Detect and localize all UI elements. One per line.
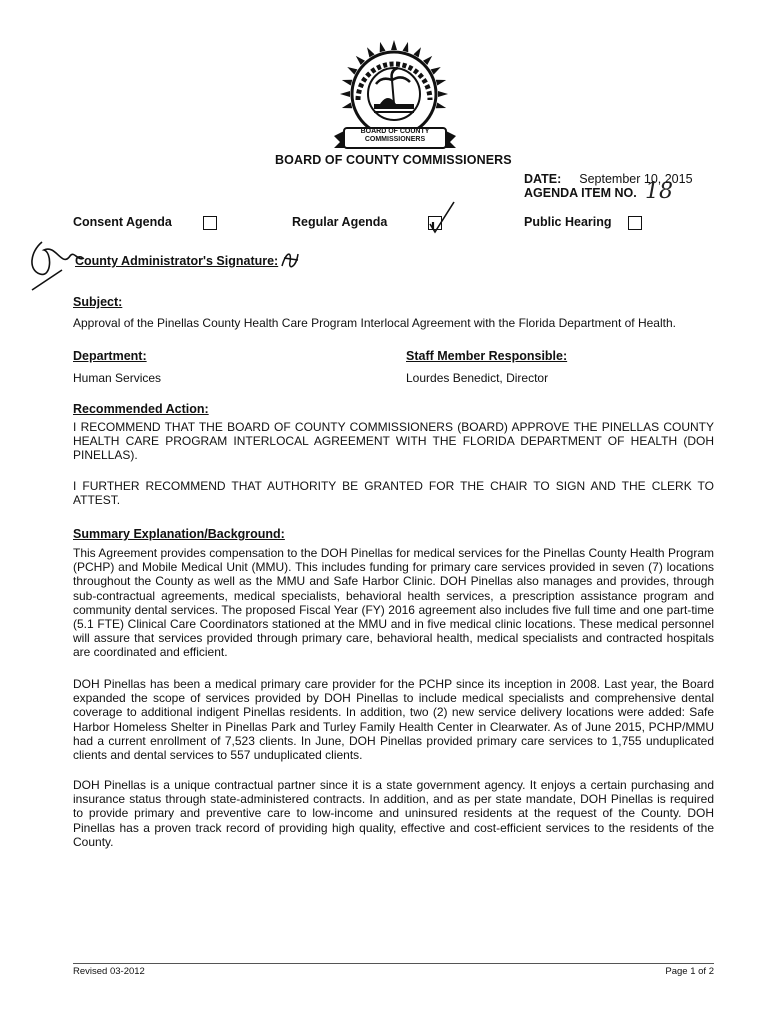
department-value: Human Services xyxy=(73,371,162,385)
regular-agenda-label: Regular Agenda xyxy=(292,215,388,229)
department-heading: Department: xyxy=(73,349,147,363)
summary-heading: Summary Explanation/Background: xyxy=(73,527,285,541)
initials-scribble-icon xyxy=(278,246,302,272)
footer-divider xyxy=(73,963,714,964)
consent-agenda-checkbox[interactable] xyxy=(203,216,217,230)
consent-agenda-label: Consent Agenda xyxy=(73,215,172,229)
summary-paragraph-2: DOH Pinellas has been a medical primary care provider for the PCHP since its inception in 2008. Last year, the Board expanded the scope of services provided by DOH Pinellas to include medical specialists and comprehensive dental coverage to additional indigent Pinellas residents. In addition, two (2) new service delivery locations were added: Safe Harbor Homeless Shelter in Pinellas Park and Turley Family Health Center in Clearwater. As of June 2015, PCHP/MMU had a current enrollment of 7,523 clients. In June, DOH Pinellas provided primary care services to 1,755 unduplicated clients and dental services to 557 unduplicated clients. xyxy=(73,677,714,763)
summary-paragraph-1: This Agreement provides compensation to the DOH Pinellas for medical services for the Pinellas County Health Program (PCHP) and Mobile Medical Unit (MMU). This includes funding for primary care services provided in seven (7) locations throughout the County as well as the MMU and Safe Harbor Clinic. DOH Pinellas also manages and provides, through sub-contractual agreements, medical specialists, behavioral health services, a prescription assistance program and community dental services. The proposed Fiscal Year (FY) 2016 agreement also includes five full time and one part-time (5.1 FTE) Clinical Care Coordinators stationed at the MMU and in five medical clinic locations. These medical personnel will assure that services provided through primary care, behavioral health, medical specialists and contracted hospitals are coordinated and efficient. xyxy=(73,546,714,660)
agenda-item-label: AGENDA ITEM NO. xyxy=(524,186,637,200)
date-value: September 10, 2015 xyxy=(579,172,693,186)
recommended-paragraph-1: I RECOMMEND THAT THE BOARD OF COUNTY COMMISSIONERS (BOARD) APPROVE THE PINELLAS COUNTY HEALTH CARE PROGRAM INTERLOCAL AGREEMENT WITH THE FLORIDA DEPARTMENT OF HEALTH (DOH PINELLAS). xyxy=(73,420,714,463)
agenda-item-number: 18 xyxy=(645,179,673,204)
subject-heading: Subject: xyxy=(73,295,123,309)
seal-banner-text: BOARD OF COUNTY COMMISSIONERS xyxy=(360,128,430,143)
staff-value: Lourdes Benedict, Director xyxy=(406,371,549,385)
recommended-paragraph-2: I FURTHER RECOMMEND THAT AUTHORITY BE GRANTED FOR THE CHAIR TO SIGN AND THE CLERK TO ATTEST. xyxy=(73,479,714,508)
summary-paragraph-3: DOH Pinellas is a unique contractual partner since it is a state government agency. It enjoys a certain purchasing and insurance status through state-administered contracts. In addition, and as per state mandate, DOH Pinellas is required to provide primary and preventive care to low-income and uninsured residents at the request of the County. DOH Pinellas has a proven track record of providing high quality, effective and cost-efficient services to the residents of the County. xyxy=(73,778,714,849)
public-hearing-checkbox[interactable] xyxy=(628,216,642,230)
administrator-signature-label: County Administrator's Signature: xyxy=(75,254,279,268)
checkmark-icon xyxy=(424,200,458,236)
org-title: BOARD OF COUNTY COMMISSIONERS xyxy=(275,153,512,167)
footer-revised: Revised 03-2012 xyxy=(73,966,145,977)
recommended-heading: Recommended Action: xyxy=(73,402,209,416)
staff-heading: Staff Member Responsible: xyxy=(406,349,568,363)
subject-text: Approval of the Pinellas County Health Care Program Interlocal Agreement with the Florida Department of Health. xyxy=(73,316,676,330)
public-hearing-label: Public Hearing xyxy=(524,215,612,229)
date-label: DATE: xyxy=(524,172,562,186)
footer-page-number: Page 1 of 2 xyxy=(665,966,714,977)
